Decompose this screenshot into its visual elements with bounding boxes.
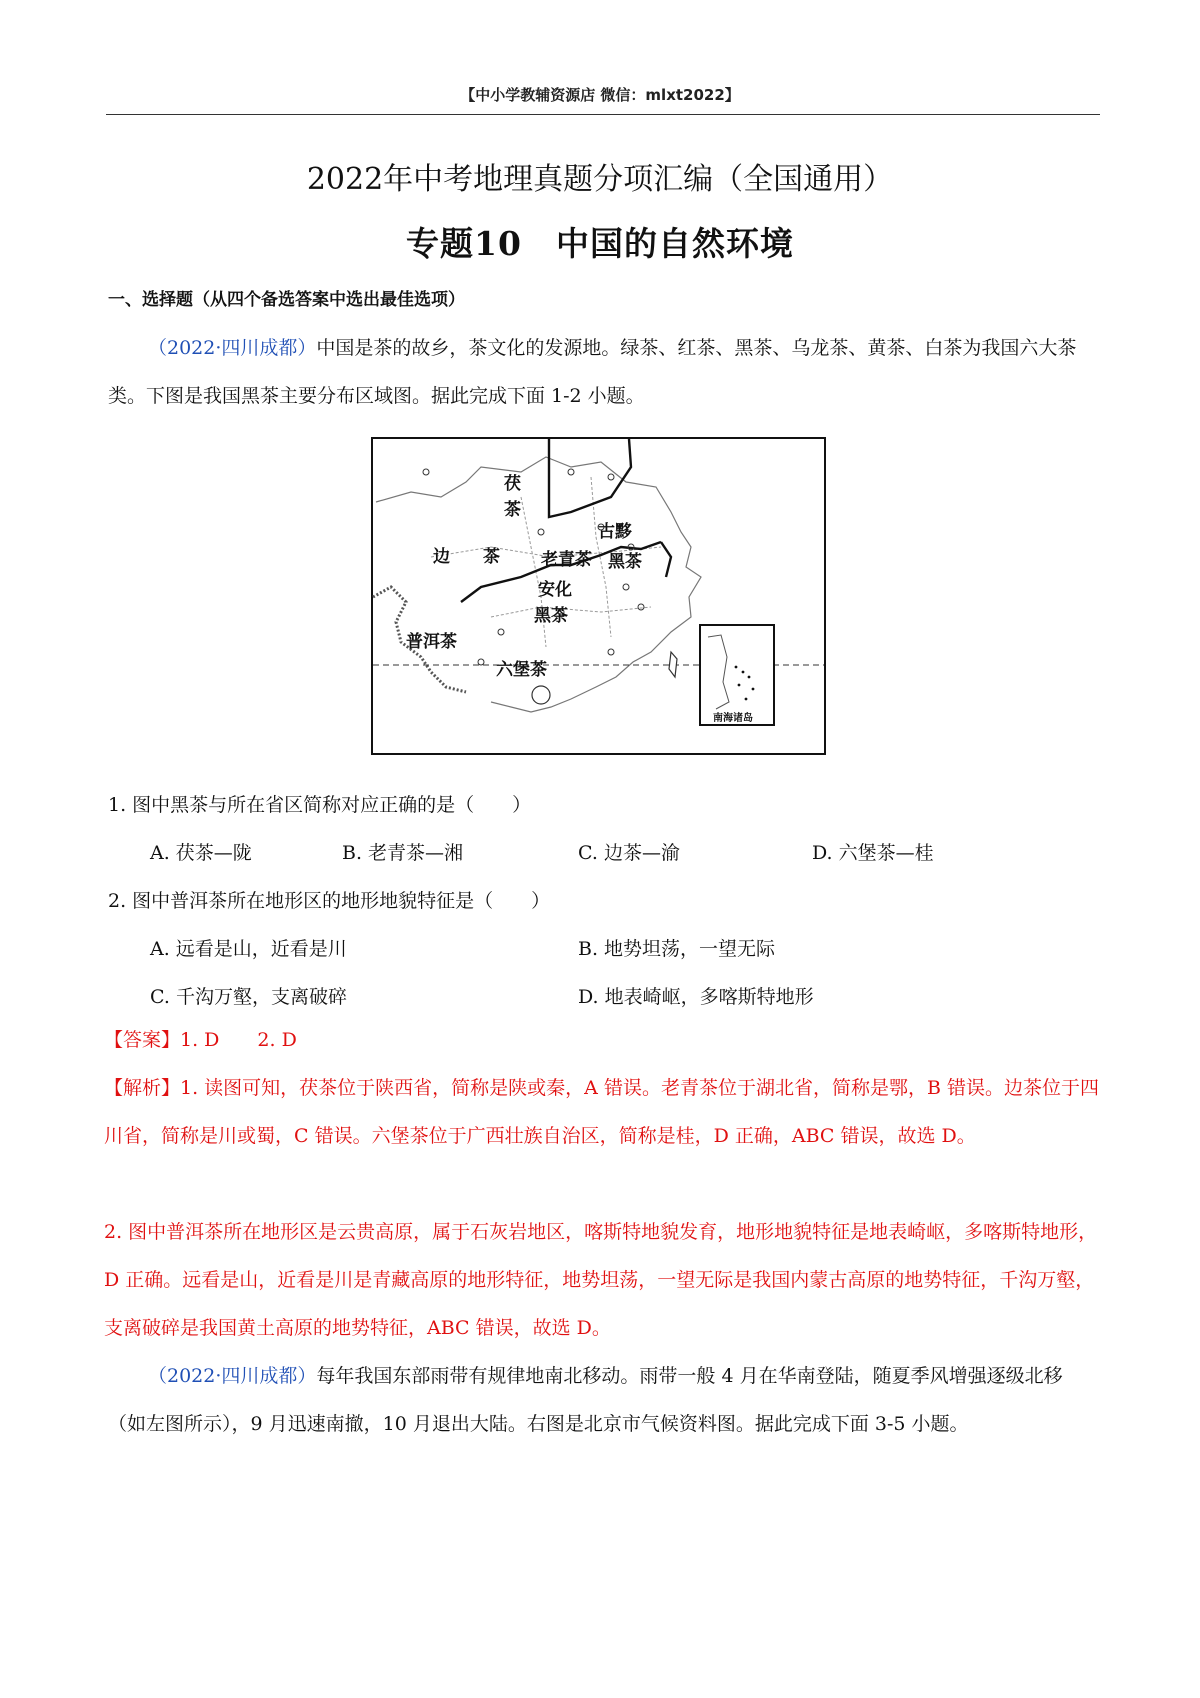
resource-banner: 【中小学教辅资源店 微信：mlxt2022】 [460,86,740,104]
passage-2 [108,1352,1098,1448]
topic-title: 专题10 中国的自然环境 [406,224,794,263]
analysis-part-1-text: 1. 读图可知，茯茶位于陕西省，简称是陕或秦，A 错误。老青茶位于湖北省，简称是鄂，B 错误。边茶位于四川省，简称是川或蜀，C 错误。六堡茶位于广西壮族自治区，简称是桂，D 正确，ABC 错误，故选 D。 [104,1077,1099,1147]
analysis-part-1 [104,1064,1100,1160]
analysis-label: 【解析】 [104,1077,181,1099]
passage-1-source: （2022·四川成都） [148,337,317,359]
map-label-anhua-tea: 黑茶 [534,606,568,626]
passage-2-text: 每年我国东部雨带有规律地南北移动。雨带一般 4 月在华南登陆，随夏季风增强逐级北移（如左图所示），9 月迅速南撤，10 月退出大陆。右图是北京市气候资料图。据此完成下面 3-5 小题。 [108,1365,1063,1435]
map-label-bian-tea: 茶 [483,547,500,567]
analysis-part-2: 2. 图中普洱茶所在地形区是云贵高原，属于石灰岩地区，喀斯特地貌发育，地形地貌特征是地表崎岖，多喀斯特地形，D 正确。远看是山，近看是川是青藏高原的地形特征，地势坦荡，一望无际是我国内蒙古高原的地势特征，千沟万壑，支离破碎是我国黄土高原的地势特征，ABC 错误，故选 D。 [104,1221,1098,1339]
map-label-fu-tea: 茶 [504,500,521,520]
question-2-stem: 2. 图中普洱茶所在地形区的地形地貌特征是（ ） [108,890,551,912]
map-label-guqian: 古黟 [598,522,632,542]
question-1-option-c: C. 边茶—渝 [578,842,680,864]
question-2-option-a: A. 远看是山，近看是川 [150,938,347,960]
question-2-option-d: D. 地表崎岖，多喀斯特地形 [578,986,814,1008]
passage-1 [108,324,1098,420]
answer-label: 【答案】 [104,1029,181,1051]
section-heading: 一、选择题（从四个备选答案中选出最佳选项） [108,290,465,310]
map-label-puer: 普洱茶 [406,632,457,652]
question-2-option-c: C. 千沟万壑，支离破碎 [150,986,347,1008]
black-tea-distribution-map [371,437,826,755]
map-label-liubao: 六堡茶 [496,660,547,680]
map-label-anhua: 安化 [538,580,572,600]
question-1-option-a: A. 茯茶—陇 [150,842,252,864]
map-label-fu: 茯 [504,474,521,494]
south-china-sea-inset [700,625,774,725]
answer-values: 1. D 2. D [180,1029,297,1051]
question-1-option-d: D. 六堡茶—桂 [812,842,934,864]
passage-2-source: （2022·四川成都） [148,1365,317,1387]
answer-line [104,1016,1100,1064]
passage-1-text: 中国是茶的故乡，茶文化的发源地。绿茶、红茶、黑茶、乌龙茶、黄茶、白茶为我国六大茶类。下图是我国黑茶主要分布区域图。据此完成下面 1-2 小题。 [108,337,1077,407]
map-label-laoqing: 老青茶 [541,550,592,570]
question-1-stem: 1. 图中黑茶与所在省区简称对应正确的是（ ） [108,794,532,816]
map-label-guqian-tea: 黑茶 [608,552,642,572]
map-label-nanhai: 南海诸岛 [713,713,753,724]
document-title: 2022年中考地理真题分项汇编（全国通用） [306,162,894,197]
map-label-bian: 边 [433,547,450,567]
question-1-option-b: B. 老青茶—湘 [342,842,464,864]
header-rule [106,114,1100,115]
question-2-option-b: B. 地势坦荡，一望无际 [578,938,776,960]
